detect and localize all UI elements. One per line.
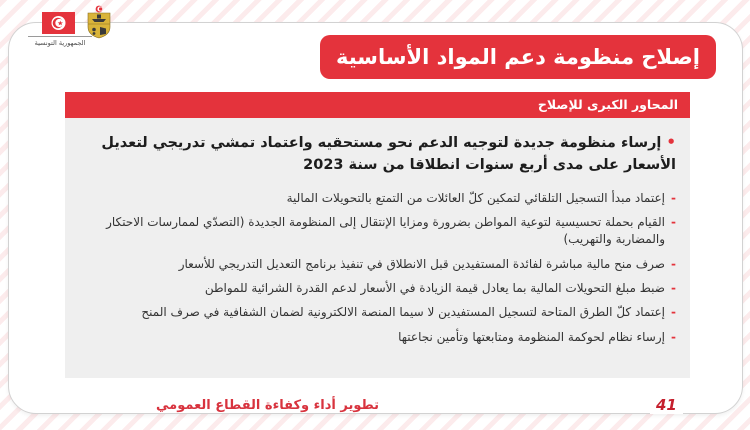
main-point-text: إرساء منظومة جديدة لتوجيه الدعم نحو مستحقيه واعتماد تمشي تدريجي لتعديل الأسعار على مدى أربع سنوات انطلاقا من سنة 2023 (101, 135, 676, 173)
sub-point-item: - إعتماد كلّ الطرق المتاحة لتسجيل المستفيدين لا سيما المنصة الالكترونية لضمان الشفافية في صرف المنح (85, 304, 676, 321)
sub-point-item: - إرساء نظام لحوكمة المنظومة ومتابعتها وتأمين نجاعتها (85, 329, 676, 346)
section-heading: المحاور الكبرى للإصلاح (65, 92, 690, 118)
bullet-icon: • (666, 133, 676, 151)
sub-point-list (85, 190, 676, 347)
dash-icon: - (671, 281, 676, 296)
slide-title: إصلاح منظومة دعم المواد الأساسية (320, 35, 716, 79)
sub-point-item: - إعتماد مبدأ التسجيل التلقائي لتمكين كلّ العائلات من التمتع بالتحويلات المالية (85, 190, 676, 207)
page-number: 41 (650, 396, 683, 414)
sub-point-item: - ضبط مبلغ التحويلات المالية بما يعادل قيمة الزيادة في الأسعار لدعم القدرة الشرائية للمواطن (85, 280, 676, 297)
dash-icon: - (671, 305, 676, 320)
tunisia-coat-of-arms-icon (86, 5, 112, 39)
tunisia-flag-icon (42, 12, 75, 34)
dash-icon: - (671, 190, 676, 205)
main-point (85, 131, 676, 177)
footer-tagline: تطوير أداء وكفاءة القطاع العمومي (148, 398, 387, 413)
sub-point-item: - صرف منح مالية مباشرة لفائدة المستفيدين قبل الانطلاق في تنفيذ برنامج التعديل التدريجي للأسعار (85, 256, 676, 273)
dash-icon: - (671, 256, 676, 271)
content-box (65, 118, 690, 378)
sub-point-item: - القيام بحملة تحسيسية لتوعية المواطن بضرورة ومزايا الإنتقال إلى المنظومة الجديدة (التصدّي لممارسات الاحتكار والمضاربة والتهريب) (106, 214, 676, 247)
dash-icon: - (671, 214, 676, 229)
dash-icon: - (671, 329, 676, 344)
country-label: الجمهورية التونسية (28, 36, 92, 47)
